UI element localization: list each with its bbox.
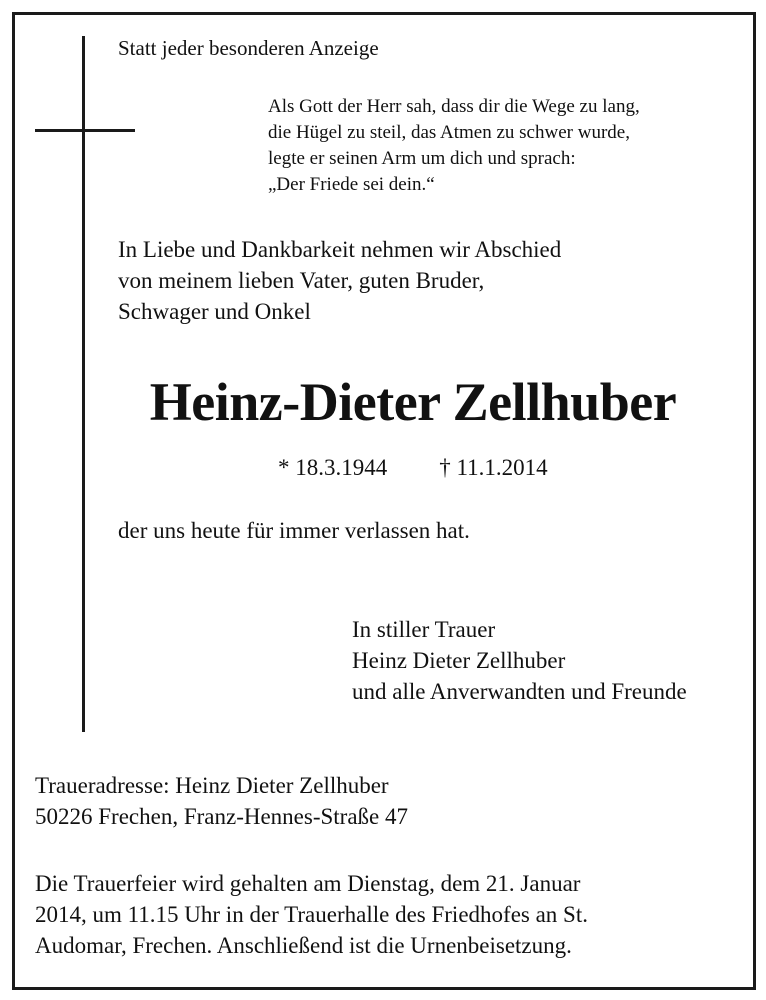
mourners-signature xyxy=(352,614,687,707)
intro-text xyxy=(118,234,561,327)
intro-line: von meinem lieben Vater, guten Bruder, xyxy=(118,268,485,293)
intro-line: Schwager und Onkel xyxy=(118,299,311,324)
ceremony-line: Audomar, Frechen. Anschließend ist die Urnenbeisetzung. xyxy=(35,933,572,958)
verse-line: die Hügel zu steil, das Atmen zu schwer wurde, xyxy=(268,122,630,143)
ceremony-info xyxy=(35,868,588,961)
life-dates xyxy=(278,453,548,483)
birth-date: * 18.3.1944 xyxy=(278,455,388,480)
ceremony-line: 2014, um 11.15 Uhr in der Trauerhalle des Friedhofes an St. xyxy=(35,902,588,927)
notice-header: Statt jeder besonderen Anzeige xyxy=(118,36,379,60)
verse-block xyxy=(268,94,640,198)
mourners-line: und alle Anverwandten und Freunde xyxy=(352,679,687,704)
verse-line: legte er seinen Arm um dich und sprach: xyxy=(268,148,576,169)
mourning-address xyxy=(35,770,408,832)
intro-line: In Liebe und Dankbarkeit nehmen wir Abschied xyxy=(118,237,562,262)
verse-line: Als Gott der Herr sah, dass dir die Wege zu lang, xyxy=(268,96,640,117)
address-line: 50226 Frechen, Franz-Hennes-Straße 47 xyxy=(35,804,408,829)
ceremony-line: Die Trauerfeier wird gehalten am Dienstag, dem 21. Januar xyxy=(35,871,581,896)
mourners-line: In stiller Trauer xyxy=(352,617,496,642)
deceased-name: Heinz-Dieter Zellhuber xyxy=(149,372,677,432)
mourners-line: Heinz Dieter Zellhuber xyxy=(352,648,566,673)
farewell-text: der uns heute für immer verlassen hat. xyxy=(118,518,470,543)
death-date: † 11.1.2014 xyxy=(439,455,548,480)
cross-horizontal-bar xyxy=(35,129,135,132)
address-line: Traueradresse: Heinz Dieter Zellhuber xyxy=(35,773,389,798)
verse-line: „Der Friede sei dein.“ xyxy=(268,174,435,195)
